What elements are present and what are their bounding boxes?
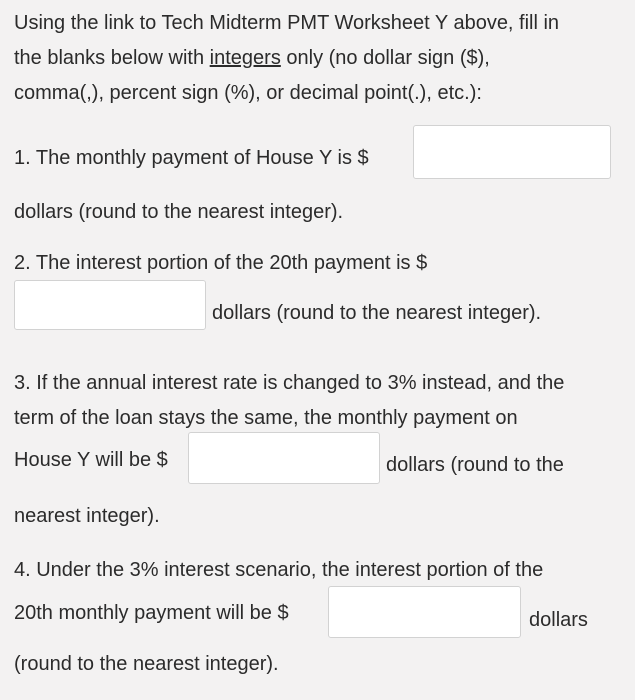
q4-answer-input[interactable] <box>328 586 521 638</box>
q3-suffix-line-2: nearest integer). <box>14 505 160 527</box>
q4-prompt-line-2: 20th monthly payment will be $ <box>14 602 289 624</box>
q2-answer-input[interactable] <box>14 280 206 330</box>
q3-prompt-line-3: House Y will be $ <box>14 449 168 471</box>
q1-answer-input[interactable] <box>413 125 611 179</box>
instructions-line-2 <box>14 46 490 70</box>
q3-answer-input[interactable] <box>188 432 380 484</box>
instructions-line-2-post: only (no dollar sign ($), <box>280 47 490 69</box>
q3-prompt-line-2: term of the loan stays the same, the monthly payment on <box>14 407 518 429</box>
integers-emphasis: integers <box>209 47 281 69</box>
q4-suffix: dollars <box>529 609 588 631</box>
instructions-line-2-pre: the blanks below with <box>14 47 210 69</box>
q4-prompt-line-1: 4. Under the 3% interest scenario, the interest portion of the <box>14 559 544 581</box>
q1-suffix: dollars (round to the nearest integer). <box>14 201 344 223</box>
q3-prompt-line-1: 3. If the annual interest rate is changed to 3% instead, and the <box>14 372 565 394</box>
q3-suffix: dollars (round to the <box>386 454 564 476</box>
instructions-line-3: comma(,), percent sign (%), or decimal point(.), etc.): <box>14 82 482 104</box>
q2-prompt: 2. The interest portion of the 20th payment is $ <box>14 252 428 274</box>
q4-suffix-line-2: (round to the nearest integer). <box>14 653 279 675</box>
q2-suffix: dollars (round to the nearest integer). <box>212 302 542 324</box>
instructions-line-1: Using the link to Tech Midterm PMT Worksheet Y above, fill in <box>14 12 560 34</box>
q1-prompt: 1. The monthly payment of House Y is $ <box>14 147 369 169</box>
